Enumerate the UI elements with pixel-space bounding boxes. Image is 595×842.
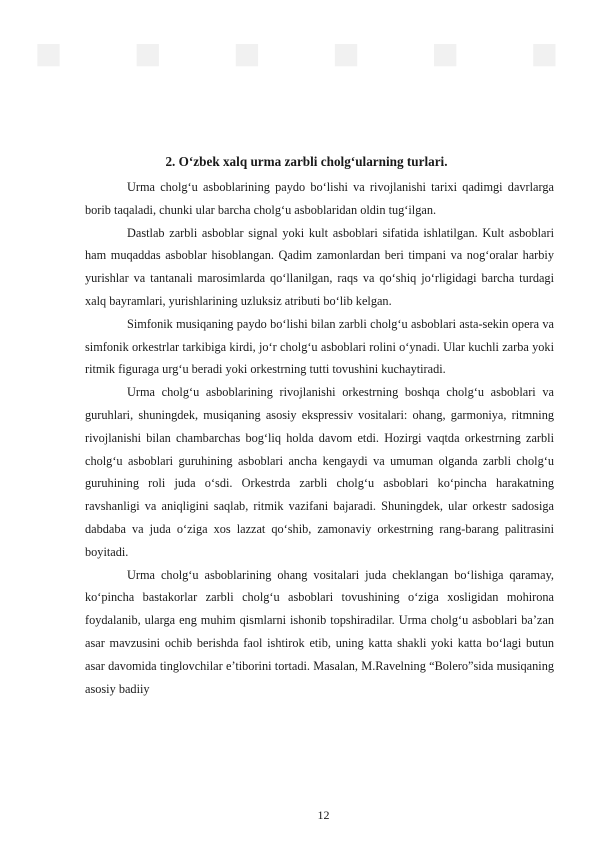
paragraph: Dastlab zarbli asboblar signal yoki kult asboblari sifatida ishlatilgan. Kult asboblari ham muqaddas asboblar hisoblangan. Qadim zamonlardan beri timpani va nog‘oralar harbiy yurishlar va tantanali marosimlarda qo‘llanilgan, raqs va qo‘shiq jo‘rligidagi barcha turdagi xalq bayramlari, yurishlarining uzluksiz atributi bo‘lib kelgan. — [85, 225, 554, 308]
body-text — [85, 176, 554, 700]
paragraph: Urma cholg‘u asboblarining rivojlanishi orkestrning boshqa cholg‘u asboblari va guruhlari, shuningdek, musiqaning asosiy ekspressiv vositalari: ohang, garmoniya, ritmning rivojlanishi bilan chambarchas bog‘liq holda davom etdi. Hozirgi vaqtda orkestrning zarbli cholg‘u asboblari guruhining asboblari ancha kengaydi va umuman olganda zarbli cholg‘u guruhining roli juda o‘sdi. Orkestrda zarbli cholg‘u asboblari ko‘pincha harakatning ravshanligi va aniqligini saqlab, ritmik vazifani bajaradi. Shuningdek, ular orkestr sadosiga dabdaba va juda o‘ziga xos lazzat qo‘shib, zamonaviy orkestrning rang-barang palitrasini boyitadi. — [85, 385, 554, 559]
page-number: 12 — [317, 808, 330, 822]
paragraph: Simfonik musiqaning paydo boʻlishi bilan zarbli cholgʻu asboblari asta-sekin opera va simfonik orkestrlar tarkibiga kirdi, joʻr cholgʻu asboblari rolini oʻynadi. Ular kuchli zarba yoki ritmik figuraga urg‘u beradi yoki orkestrning tutti tovushini kuchaytiradi. — [85, 316, 554, 377]
paragraph: Urma cholg‘u asboblarining paydo bo‘lishi va rivojlanishi tarixi qadimgi davrlarga borib taqaladi, chunki ular barcha cholg‘u asboblaridan oldin tug‘ilgan. — [85, 180, 554, 217]
watermark: ■ ■ ■ ■ ■ ■ — [34, 27, 561, 79]
section-heading: 2. O‘zbek xalq urma zarbli cholg‘ularning turlari. — [165, 154, 448, 169]
paragraph: Urma cholgʻu asboblarining ohang vositalari juda cheklangan boʻlishiga qaramay, koʻpincha bastakorlar zarbli cholgʻu asboblari tovushining oʻziga xosligidan mohirona foydalanib, ularga eng muhim qismlarni ishonib topshiradilar. Urma cholg‘u asboblari ba’zan asar mavzusini ochib berishda faol ishtirok etib, uning katta shakli yoki katta bo‘lagi butun asar davomida tinglovchilar e’tiborini tortadi. Masalan, M.Ravelning “Bolero”sida musiqaning asosiy badiiy — [85, 567, 554, 696]
